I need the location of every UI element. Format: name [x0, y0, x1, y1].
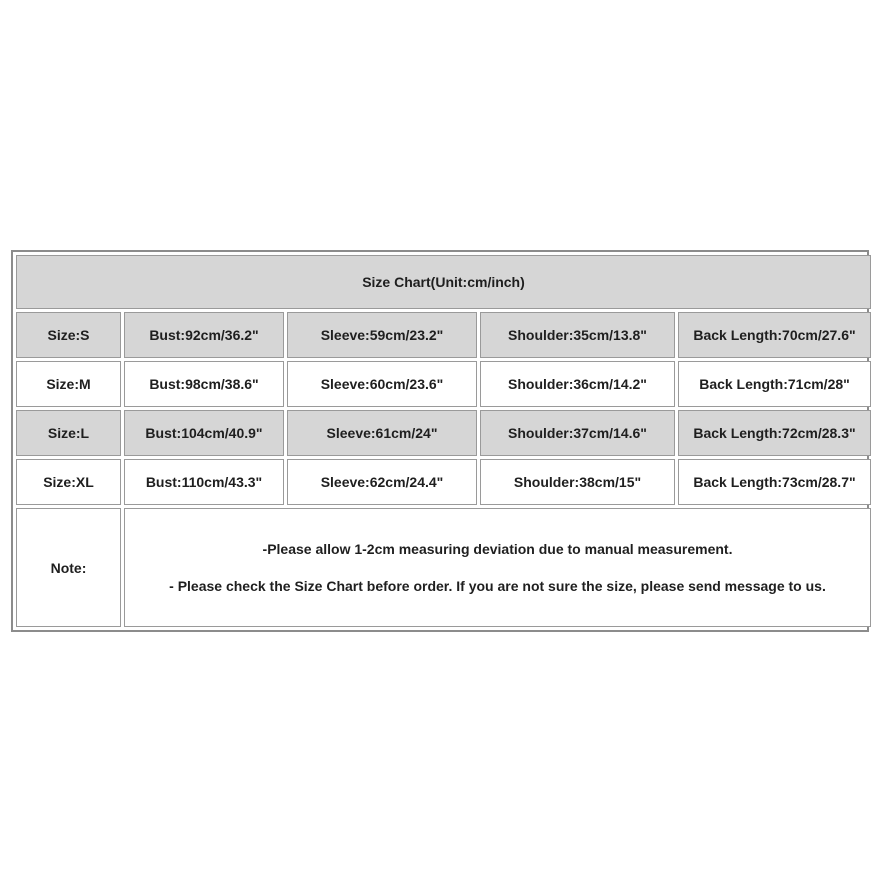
sleeve-cell: Sleeve:62cm/24.4" — [287, 459, 477, 505]
note-row — [16, 508, 871, 627]
size-cell: Size:S — [16, 312, 121, 358]
size-chart — [11, 250, 869, 632]
size-cell: Size:M — [16, 361, 121, 407]
bust-cell: Bust:104cm/40.9" — [124, 410, 284, 456]
note-line: -Please allow 1-2cm measuring deviation due to manual measurement. — [262, 540, 733, 557]
sleeve-cell: Sleeve:61cm/24" — [287, 410, 477, 456]
title-row — [16, 255, 871, 309]
size-chart-title: Size Chart(Unit:cm/inch) — [16, 255, 871, 309]
back-length-cell: Back Length:70cm/27.6" — [678, 312, 871, 358]
size-cell: Size:L — [16, 410, 121, 456]
table-row — [16, 361, 871, 407]
note-content — [124, 508, 871, 627]
bust-cell: Bust:92cm/36.2" — [124, 312, 284, 358]
shoulder-cell: Shoulder:35cm/13.8" — [480, 312, 675, 358]
bust-cell: Bust:98cm/38.6" — [124, 361, 284, 407]
shoulder-cell: Shoulder:36cm/14.2" — [480, 361, 675, 407]
shoulder-cell: Shoulder:37cm/14.6" — [480, 410, 675, 456]
back-length-cell: Back Length:72cm/28.3" — [678, 410, 871, 456]
back-length-cell: Back Length:73cm/28.7" — [678, 459, 871, 505]
table-row — [16, 410, 871, 456]
size-chart-table — [13, 252, 874, 630]
table-row — [16, 312, 871, 358]
note-line: - Please check the Size Chart before order. If you are not sure the size, please send message to us. — [169, 577, 826, 594]
note-label: Note: — [16, 508, 121, 627]
shoulder-cell: Shoulder:38cm/15" — [480, 459, 675, 505]
table-row — [16, 459, 871, 505]
size-cell: Size:XL — [16, 459, 121, 505]
sleeve-cell: Sleeve:59cm/23.2" — [287, 312, 477, 358]
back-length-cell: Back Length:71cm/28" — [678, 361, 871, 407]
sleeve-cell: Sleeve:60cm/23.6" — [287, 361, 477, 407]
bust-cell: Bust:110cm/43.3" — [124, 459, 284, 505]
